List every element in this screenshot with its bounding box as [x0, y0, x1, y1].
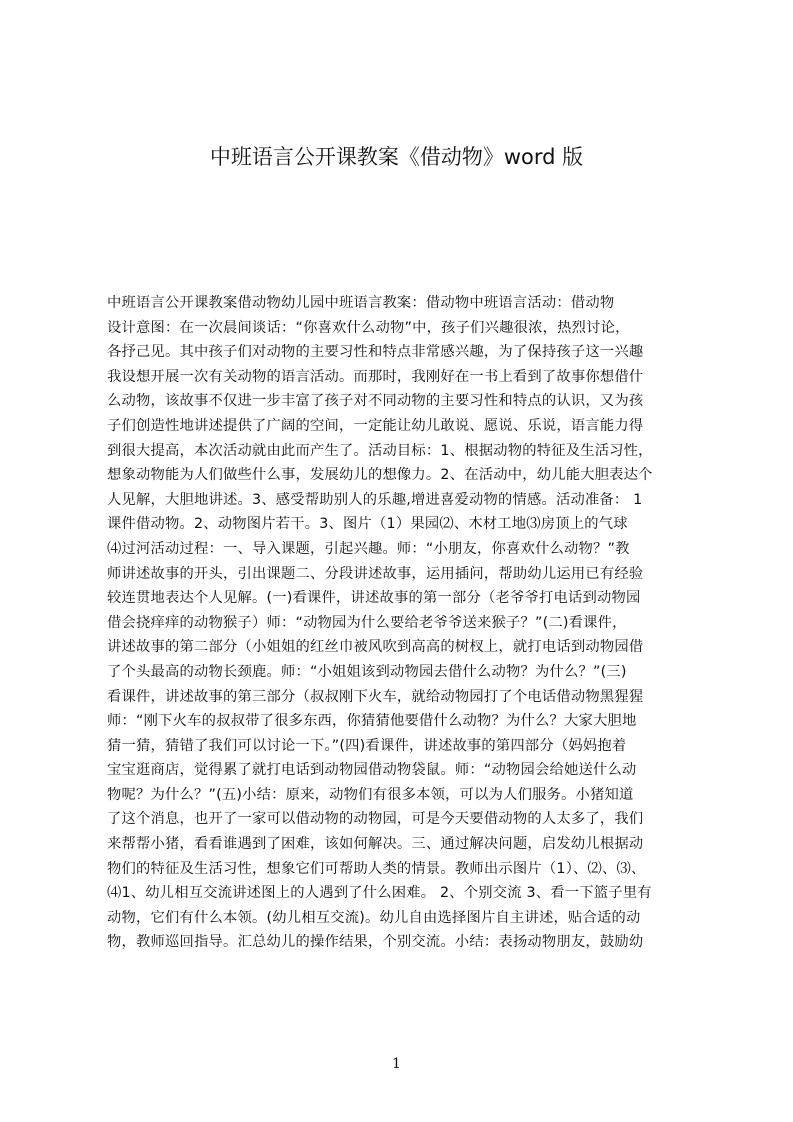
- body-line: ⑷1、幼儿相互交流讲述图上的人遇到了什么困难。 2、个别交流 3、看一下篮子里有: [107, 885, 652, 902]
- body-line: 看课件，讲述故事的第三部分（叔叔刚下火车，就给动物园打了个电话借动物黑猩猩: [107, 688, 644, 705]
- body-line: 中班语言公开课教案借动物幼儿园中班语言教案：借动物中班语言活动：借动物: [107, 295, 615, 311]
- body-line: 各抒己见。其中孩子们对动物的主要习性和特点非常感兴趣，为了保持孩子这一兴趣: [107, 344, 644, 361]
- document-title: 中班语言公开课教案《借动物》word 版: [209, 145, 584, 169]
- body-line: 到很大提高，本次活动就由此而产生了。活动目标：1、根据动物的特征及生活习性，: [107, 442, 653, 459]
- body-line: 课件借动物。2、动物图片若干。3、图片（1）果园⑵、木材工地⑶房顶上的气球: [107, 516, 628, 533]
- body-line: 物呢？为什么？”(五)小结：原来，动物们有很多本领，可以为人们服务。小猪知道: [107, 786, 634, 803]
- body-line: 想象动物能为人们做些什么事，发展幼儿的想像力。2、在活动中，幼儿能大胆表达个: [107, 467, 653, 484]
- body-line: 师：“刚下火车的叔叔带了很多东西，你猜猜他要借什么动物？为什么？大家大胆地: [107, 713, 637, 730]
- body-line: 物们的特征及生活习性，想象它们可帮助人类的情景。教师出示图片（1）、⑵、⑶、: [107, 860, 646, 877]
- body-line: 宝宝逛商店，觉得累了就打电话到动物园借动物袋鼠。师：“动物园会给她送什么动: [107, 762, 637, 779]
- body-line: ⑷过河活动过程：一、导入课题，引起兴趣。师：“小朋友，你喜欢什么动物？”教: [107, 540, 630, 557]
- body-line: 子们创造性地讲述提供了广阔的空间，一定能让幼儿敢说、愿说、乐说，语言能力得: [107, 417, 644, 434]
- body-line: 物，教师巡回指导。汇总幼儿的操作结果，个别交流。小结：表扬动物朋友，鼓励幼: [107, 934, 644, 951]
- body-line: 讲述故事的第二部分（小姐姐的红丝巾被风吹到高高的树杈上，就打电话到动物园借: [107, 639, 644, 656]
- body-line: 较连贯地表达个人见解。(一)看课件，讲述故事的第一部分（老爷爷打电话到动物园: [107, 590, 641, 607]
- body-line: 动物，它们有什么本领。(幼儿相互交流)。幼儿自由选择图片自主讲述，贴合适的动: [107, 909, 641, 926]
- body-line: 师讲述故事的开头，引出课题二、分段讲述故事，运用插问，帮助幼儿运用已有经验: [107, 565, 644, 582]
- body-line: 来帮帮小猪，看看谁遇到了困难，该如何解决。三、通过解决问题，启发幼儿根据动: [107, 836, 644, 853]
- body-line: 了这个消息，也开了一家可以借动物的动物园，可是今天要借动物的人太多了，我们: [107, 811, 644, 828]
- body-line: 设计意图：在一次晨间谈话：“你喜欢什么动物”中，孩子们兴趣很浓，热烈讨论，: [107, 319, 630, 336]
- document-body: [107, 291, 703, 955]
- body-line: 我设想开展一次有关动物的语言活动。而那时，我刚好在一书上看到了故事你想借什: [107, 368, 644, 385]
- body-line: 人见解，大胆地讲述。3、感受帮助别人的乐趣,增进喜爱动物的情感。活动准备： 1: [107, 491, 643, 508]
- body-line: 猜一猜，猜错了我们可以讨论一下。”(四)看课件，讲述故事的第四部分（妈妈抱着: [107, 737, 627, 754]
- page-number: 1: [392, 1056, 401, 1072]
- body-line: 借会挠痒痒的动物猴子）师：“动物园为什么要给老爷爷送来猴子？”(二)看课件，: [107, 614, 627, 631]
- body-line: 么动物，该故事不仅进一步丰富了孩子对不同动物的主要习性和特点的认识，又为孩: [107, 393, 644, 410]
- body-line: 了个头最高的动物长颈鹿。师：“小姐姐该到动物园去借什么动物？为什么？”(三): [107, 663, 627, 680]
